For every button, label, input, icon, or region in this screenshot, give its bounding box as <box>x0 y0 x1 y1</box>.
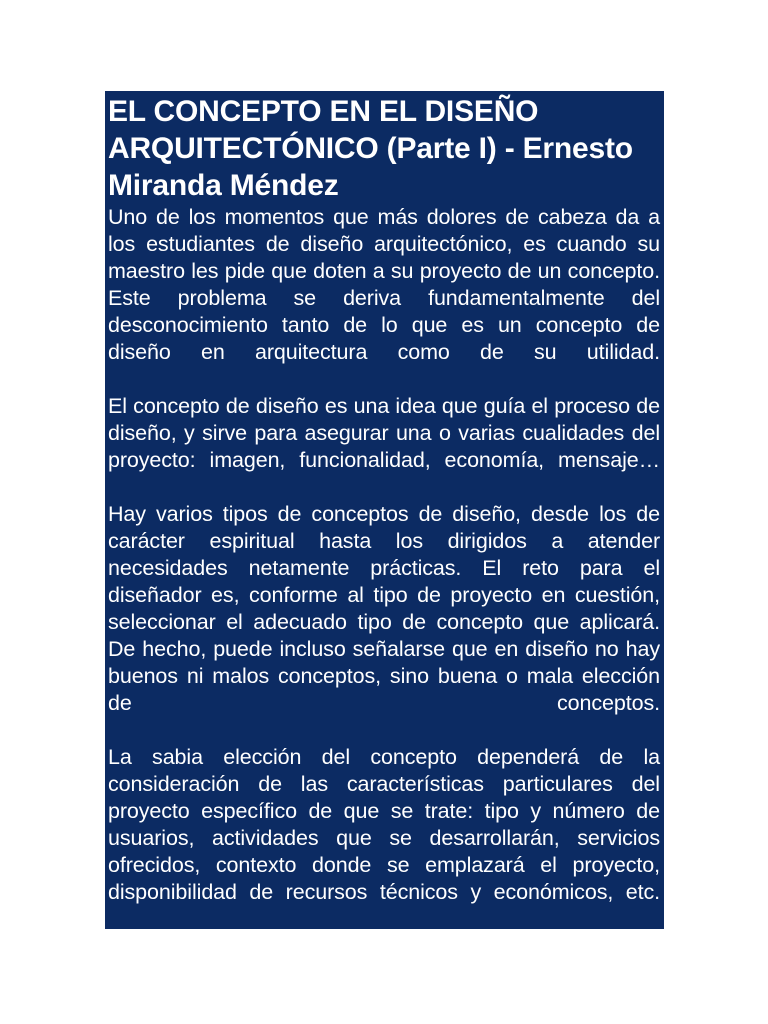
article-paragraph-1: Uno de los momentos que más dolores de cabeza da a los estudiantes de diseño arquitectónico, es cuando su maestro les pide que doten a su proyecto de un concepto. Este problema se deriva fundamentalmente del desconocimiento tanto de lo que es un concepto de diseño en arquitectura como de su utilidad. <box>108 205 660 364</box>
article-panel <box>105 91 664 929</box>
paragraph-spacer <box>108 474 660 501</box>
article-title: EL CONCEPTO EN EL DISEÑO ARQUITECTÓNICO (Parte I) - Ernesto Miranda Méndez <box>108 95 633 202</box>
article-paragraph-3: Hay varios tipos de conceptos de diseño, desde los de carácter espiritual hasta los dirigidos a atender necesidades netamente prácticas. El reto para el diseñador es, conforme al tipo de proyecto en cuestión, seleccionar el adecuado tipo de concepto que aplicará. De hecho, puede incluso señalarse que en diseño no hay buenos ni malos conceptos, sino buena o mala elección de conceptos. <box>108 502 660 715</box>
article-paragraph-2: El concepto de diseño es una idea que guía el proceso de diseño, y sirve para asegurar una o varias cualidades del proyecto: imagen, funcionalidad, economía, mensaje… <box>108 394 660 472</box>
paragraph-spacer <box>108 366 660 393</box>
paragraph-spacer <box>108 717 660 744</box>
article-paragraph-4: La sabia elección del concepto dependerá de la consideración de las características particulares del proyecto específico de que se trate: tipo y número de usuarios, actividades que se desarrollarán, servicios ofrecidos, contexto donde se emplazará el proyecto, disponibilidad de recursos técnicos y económicos, etc. <box>108 745 660 904</box>
